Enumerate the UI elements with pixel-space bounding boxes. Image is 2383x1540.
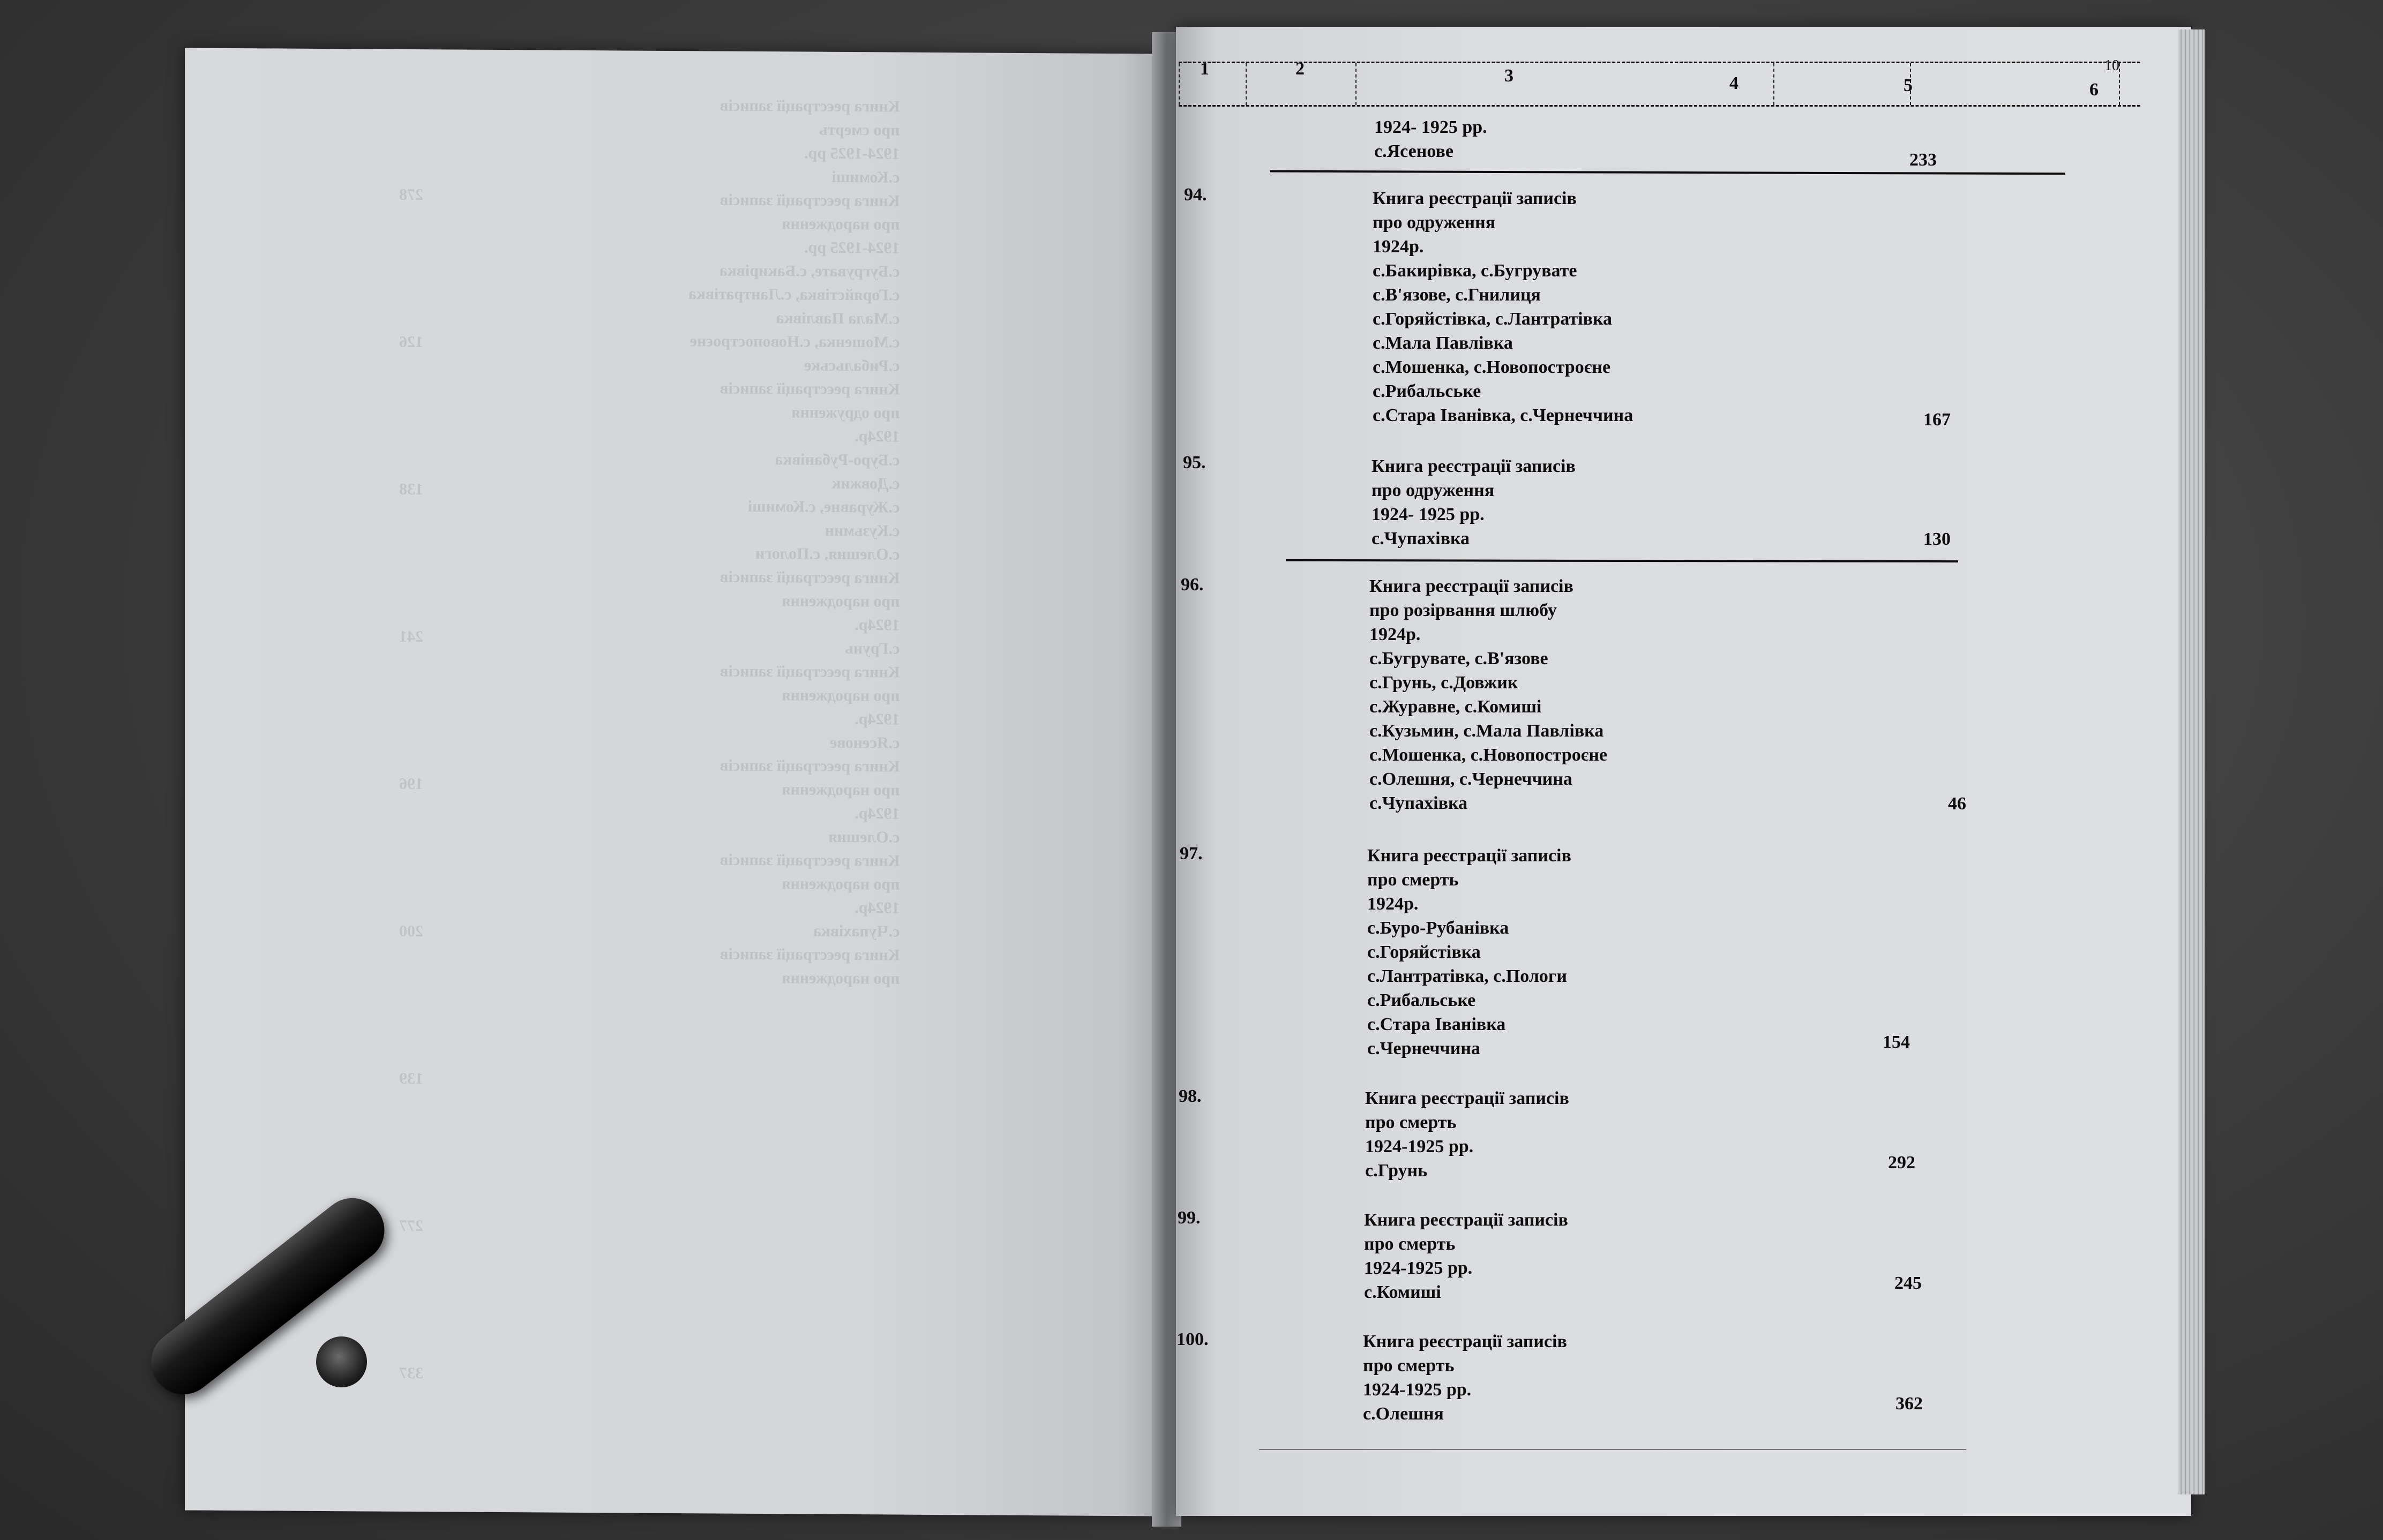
bleed-through-number: 126 bbox=[399, 333, 423, 351]
entry-line: с.Комиші bbox=[1364, 1282, 1441, 1302]
entry-line: Книга реєстрації записів bbox=[1364, 1210, 1568, 1230]
entry-number: 94. bbox=[1184, 185, 1207, 205]
entry-line: с.Грунь bbox=[1365, 1161, 1428, 1181]
bleed-through-number: 196 bbox=[399, 775, 423, 793]
entry-line: с.Чупахівка bbox=[1369, 793, 1468, 813]
entry-count: 46 bbox=[1948, 794, 1966, 814]
entry-line: 1924-1925 рр. bbox=[1363, 1380, 1472, 1400]
entry-line: с.Кузьмин, с.Мала Павлівка bbox=[1369, 721, 1604, 741]
header-col-5 bbox=[1910, 63, 2120, 105]
bleed-through-number: 278 bbox=[399, 185, 423, 204]
bleed-through-number: 200 bbox=[399, 922, 423, 941]
entry-line: 1924- 1925 рр. bbox=[1372, 505, 1485, 524]
entry-text bbox=[1372, 454, 1576, 551]
entry-line: с.Чернеччина bbox=[1367, 1039, 1480, 1058]
entry-line: 1924- 1925 рр. bbox=[1374, 117, 1487, 137]
table-header bbox=[1179, 62, 2140, 107]
header-col-4-label: 4 bbox=[1729, 73, 1738, 93]
entry-line: про смерть bbox=[1363, 1356, 1455, 1376]
entry-line: с.Буро-Рубанівка bbox=[1367, 918, 1509, 938]
entry-line: с.Лантратівка, с.Пологи bbox=[1367, 966, 1567, 986]
header-col-3 bbox=[1355, 63, 1774, 105]
header-col-1-label: 1 bbox=[1200, 59, 1209, 79]
entry-line: про одруження bbox=[1372, 480, 1495, 500]
entry-line: Книга реєстрації записів bbox=[1369, 576, 1573, 596]
entry-line: Книга реєстрації записів bbox=[1372, 456, 1576, 476]
pen-cap bbox=[316, 1336, 367, 1387]
entry-number: 95. bbox=[1183, 453, 1206, 472]
entry-line: с.Горяйстівка bbox=[1367, 942, 1481, 962]
entry-number: 97. bbox=[1180, 844, 1203, 863]
header-col-5-label: 5 bbox=[1904, 76, 1913, 95]
entry-line: 1924-1925 рр. bbox=[1365, 1137, 1474, 1156]
header-col-6-label: 6 bbox=[2089, 80, 2099, 100]
entry-line: с.Мошенка, с.Новопостроєне bbox=[1369, 745, 1608, 765]
entry-number: 96. bbox=[1181, 575, 1204, 595]
entry-line: Книга реєстрації записів bbox=[1363, 1332, 1567, 1351]
header-col-2-label: 2 bbox=[1295, 59, 1305, 79]
bleed-through-number: 138 bbox=[399, 480, 423, 499]
entry-count: 292 bbox=[1888, 1153, 1915, 1173]
left-page bbox=[185, 48, 1160, 1516]
entry-line: с.Грунь, с.Довжик bbox=[1369, 673, 1518, 693]
header-col-4 bbox=[1773, 63, 1911, 105]
entry-line: Книга реєстрації записів bbox=[1365, 1088, 1569, 1108]
entry-line: с.Журавне, с.Комиші bbox=[1369, 697, 1542, 717]
entry-count: 233 bbox=[1909, 150, 1937, 170]
entry-line: про одруження bbox=[1373, 213, 1496, 232]
entry-line: с.Ясенове bbox=[1374, 141, 1453, 161]
bleed-through-number: 139 bbox=[399, 1069, 423, 1088]
entry-line: 1924р. bbox=[1373, 237, 1424, 257]
entry-line: с.Стара Іванівка bbox=[1367, 1015, 1506, 1034]
entry-count: 245 bbox=[1894, 1273, 1922, 1293]
entry-line: про розірвання шлюбу bbox=[1369, 600, 1557, 620]
page-edges bbox=[2178, 29, 2205, 1494]
bleed-through-number: 241 bbox=[399, 627, 423, 646]
entry-text bbox=[1363, 1329, 1567, 1426]
entry-count: 130 bbox=[1923, 529, 1951, 549]
entry-line: с.Олешня bbox=[1363, 1404, 1444, 1424]
entry-line: с.Рибальське bbox=[1367, 990, 1476, 1010]
entry-text bbox=[1364, 1208, 1568, 1304]
entry-line: Книга реєстрації записів bbox=[1373, 189, 1577, 208]
entry-line: с.Чупахівка bbox=[1372, 529, 1470, 549]
entry-line: с.Стара Іванівка, с.Чернеччина bbox=[1373, 405, 1633, 425]
entry-line: 1924-1925 рр. bbox=[1364, 1258, 1473, 1278]
entry-text-continuation bbox=[1374, 115, 1487, 163]
entry-count: 167 bbox=[1923, 410, 1951, 430]
header-col-1 bbox=[1179, 63, 1247, 105]
entry-number: 99. bbox=[1178, 1208, 1201, 1228]
entry-line: с.Бакирівка, с.Бугрувате bbox=[1373, 261, 1577, 281]
entry-line: с.Мала Павлівка bbox=[1373, 333, 1513, 353]
entry-line: 1924р. bbox=[1367, 894, 1419, 914]
entry-line: про смерть bbox=[1364, 1234, 1456, 1254]
entry-text bbox=[1369, 574, 1607, 815]
entry-line: про смерть bbox=[1367, 870, 1459, 890]
entry-line: с.Бугрувате, с.В'язове bbox=[1369, 649, 1548, 668]
entry-text bbox=[1373, 186, 1633, 427]
entry-count: 362 bbox=[1895, 1394, 1923, 1414]
entry-line: с.Горяйстівка, с.Лантратівка bbox=[1373, 309, 1613, 329]
entry-line: 1924р. bbox=[1369, 625, 1421, 644]
entry-line: Книга реєстрації записів bbox=[1367, 846, 1571, 866]
page-number: 10 bbox=[2104, 57, 2119, 74]
header-col-3-label: 3 bbox=[1504, 66, 1513, 86]
bleed-through-lines: Книга реєстрації записів про смерть 1924-1925 рр. с.Комиші Книга реєстрації записів про народження 1924-1925 рр. с.Бугрувате, с.Бакирівка с.Горяйстівка, с.Лантратівка с.Мала Павлівка с.Мошенка, с.Новопостроєне с.Рибальське Книга реєстрації записів про одруження 1924р. с.Буро-Рубанівка с.Довжик с.Журавне, с.Комиші с.Кузьмин с.Олешня, с.Пологи Книга реєстрації записів про народження 1924р. с.Грунь Книга реєстрації записів про народження 1924р. с.Ясенове Книга реєстрації записів про народження 1924р. с.Олешня Книга реєстрації записів про народження 1924р. с.Чупахівка Книга реєстрації записів про народження bbox=[688, 96, 900, 988]
section-divider bbox=[1259, 1449, 1966, 1450]
bleed-through-number: 337 bbox=[399, 1364, 423, 1383]
entry-line: с.Рибальське bbox=[1373, 381, 1481, 401]
entry-text bbox=[1365, 1086, 1569, 1183]
entry-line: с.Олешня, с.Чернеччина bbox=[1369, 769, 1572, 789]
entry-number: 100. bbox=[1176, 1329, 1209, 1349]
header-col-6 bbox=[2119, 63, 2141, 105]
entry-text bbox=[1367, 844, 1571, 1061]
right-page bbox=[1176, 27, 2191, 1516]
entry-count: 154 bbox=[1883, 1032, 1910, 1052]
bleed-through-number: 277 bbox=[399, 1216, 423, 1235]
entry-line: с.Мошенка, с.Новопостроєне bbox=[1373, 357, 1611, 377]
entry-line: про смерть bbox=[1365, 1113, 1457, 1132]
entry-line: с.В'язове, с.Гнилиця bbox=[1373, 285, 1541, 305]
entry-number: 98. bbox=[1179, 1086, 1202, 1106]
